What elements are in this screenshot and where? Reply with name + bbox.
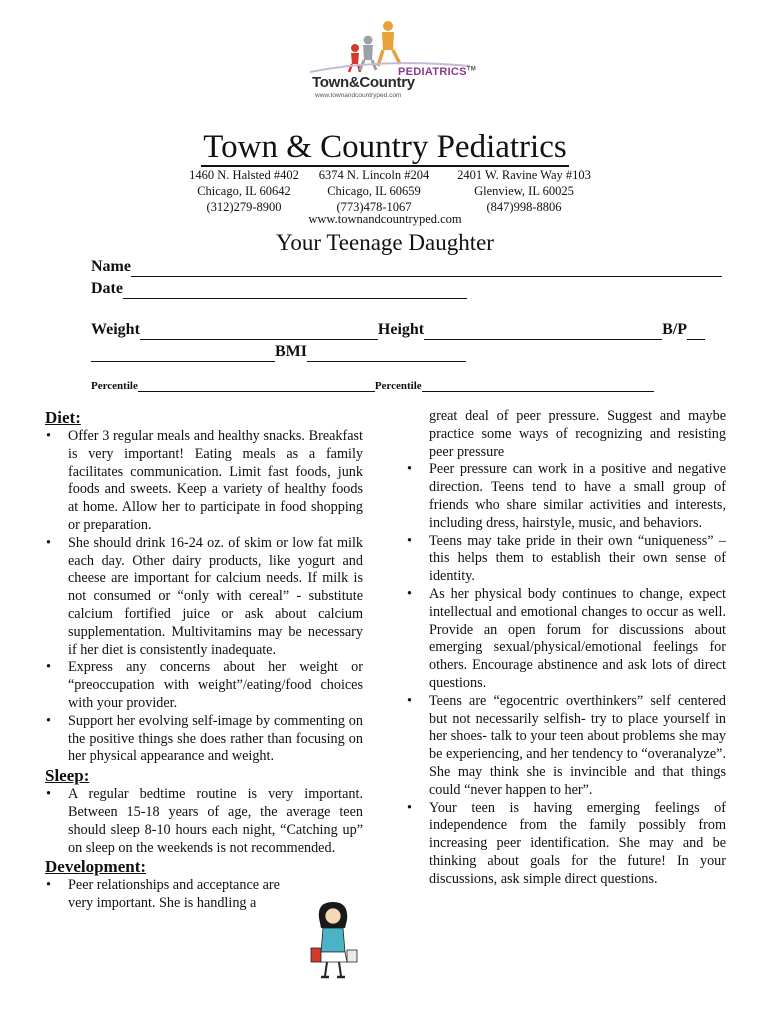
teen-girl-illustration-icon <box>303 898 363 980</box>
weight-label: Weight <box>91 321 140 338</box>
height-label: Height <box>377 321 425 338</box>
left-column <box>45 408 363 913</box>
logo-url: www.townandcountryped.com <box>315 92 402 99</box>
weight-line[interactable] <box>140 324 378 340</box>
office-address-lincoln: 6374 N. Lincoln #204 Chicago, IL 60659 (773)478-1067 <box>318 168 430 214</box>
list-item: • As her physical body continues to change, expect intellectual and emotional changes to occur as well. Provide an open forum for discussions about emerging sexual/physical/emotional feelings for others. Encourage abstinence and ask lots of direct questions. <box>406 586 726 693</box>
sleep-heading: Sleep: <box>45 766 90 786</box>
office-address-glenview: 2401 W. Ravine Way #103 Glenview, IL 60025 (847)998-8806 <box>457 168 591 214</box>
practice-logo <box>300 14 475 100</box>
children-figures-icon <box>300 14 475 74</box>
diet-heading: Diet: <box>45 408 81 427</box>
list-item: • Teens are “egocentric overthinkers” self centered but not necessarily selfish- try to place yourself in her shoes- talk to your teen about problems she may be experiencing, and her tendency to “overanalyze”. She may think she is invincible and that things could “never happen to her”. <box>406 693 726 800</box>
percentile-line-1[interactable] <box>138 381 375 392</box>
right-column <box>406 408 726 889</box>
list-item: • Peer pressure can work in a positive and negative direction. Teens tend to have a small group of friends who share similar activities and interests, including dress, hairstyle, music, and behaviors. <box>406 461 726 532</box>
logo-wordmark: Town&Country <box>312 74 415 91</box>
list-item: • Teens may take pride in their own “uniqueness” – this helps them to establish their own sense of identity. <box>406 533 726 586</box>
sleep-list <box>45 786 363 857</box>
list-item: • Your teen is having emerging feelings of independence from the family possibly from increasing peer identification. She may and be thinking about goals for the future! In your discussions, ask simple direct questions. <box>406 800 726 889</box>
percentile-label-1: Percentile <box>91 380 138 392</box>
bmi-row <box>91 342 466 362</box>
date-line[interactable] <box>123 283 467 299</box>
list-item: • Express any concerns about her weight or “preoccupation with weight”/eating/food choices with your provider. <box>45 659 363 712</box>
bmi-prefix-line[interactable] <box>91 346 275 362</box>
bp-label: B/P <box>662 321 687 338</box>
bp-line[interactable] <box>687 324 705 340</box>
document-title: Your Teenage Daughter <box>276 230 494 255</box>
list-item: • Peer relationships and acceptance are very important. She is handling a <box>45 877 298 913</box>
development-list <box>406 461 726 888</box>
list-item: • She should drink 16-24 oz. of skim or low fat milk each day. Other dairy products, like yogurt and cheese are important for calcium needs. If milk is not consumed or “only with cereal” - substitute calcium fortified juice or ask about calcium supplementation. Multivitamins may be necessary if her diet is consistently inadequate. <box>45 535 363 660</box>
height-line[interactable] <box>424 324 662 340</box>
bmi-label: BMI <box>275 343 307 360</box>
office-address-halsted: 1460 N. Halsted #402 Chicago, IL 60642 (312)279-8900 <box>189 168 299 214</box>
diet-list <box>45 428 363 766</box>
name-label: Name <box>91 258 131 275</box>
development-continuation: great deal of peer pressure. Suggest and maybe practice some ways of recognizing and resisting peer pressure <box>429 408 726 460</box>
name-field[interactable] <box>91 257 722 277</box>
vitals-row <box>91 320 705 340</box>
list-item: • Support her evolving self-image by commenting on the positive things she does rather than focusing on her physical appearance and weight. <box>45 713 363 766</box>
development-heading: Development: <box>45 857 147 877</box>
date-field[interactable] <box>91 279 467 299</box>
bmi-line[interactable] <box>307 346 466 362</box>
percentile-row <box>91 380 654 392</box>
percentile-line-2[interactable] <box>422 381 654 392</box>
date-label: Date <box>91 280 123 297</box>
logo-pediatrics-text: PEDIATRICS™ <box>398 66 477 78</box>
list-item: • A regular bedtime routine is very important. Between 15-18 years of age, the average teen should sleep 8-10 hours each night, “Catching up” on sleep on the weekends is not recommended. <box>45 786 363 857</box>
page-title: Town & Country Pediatrics <box>203 129 567 165</box>
list-item: • Offer 3 regular meals and healthy snacks. Breakfast is very important! Eating meals as a family facilitates communication. Limit fast foods, junk foods and sweets. Keep a variety of healthy foods at home. Allow her to participate in food shopping or preparation. <box>45 428 363 535</box>
percentile-label-2: Percentile <box>374 380 422 392</box>
name-line[interactable] <box>131 261 722 277</box>
website-text: www.townandcountryped.com <box>308 212 462 226</box>
